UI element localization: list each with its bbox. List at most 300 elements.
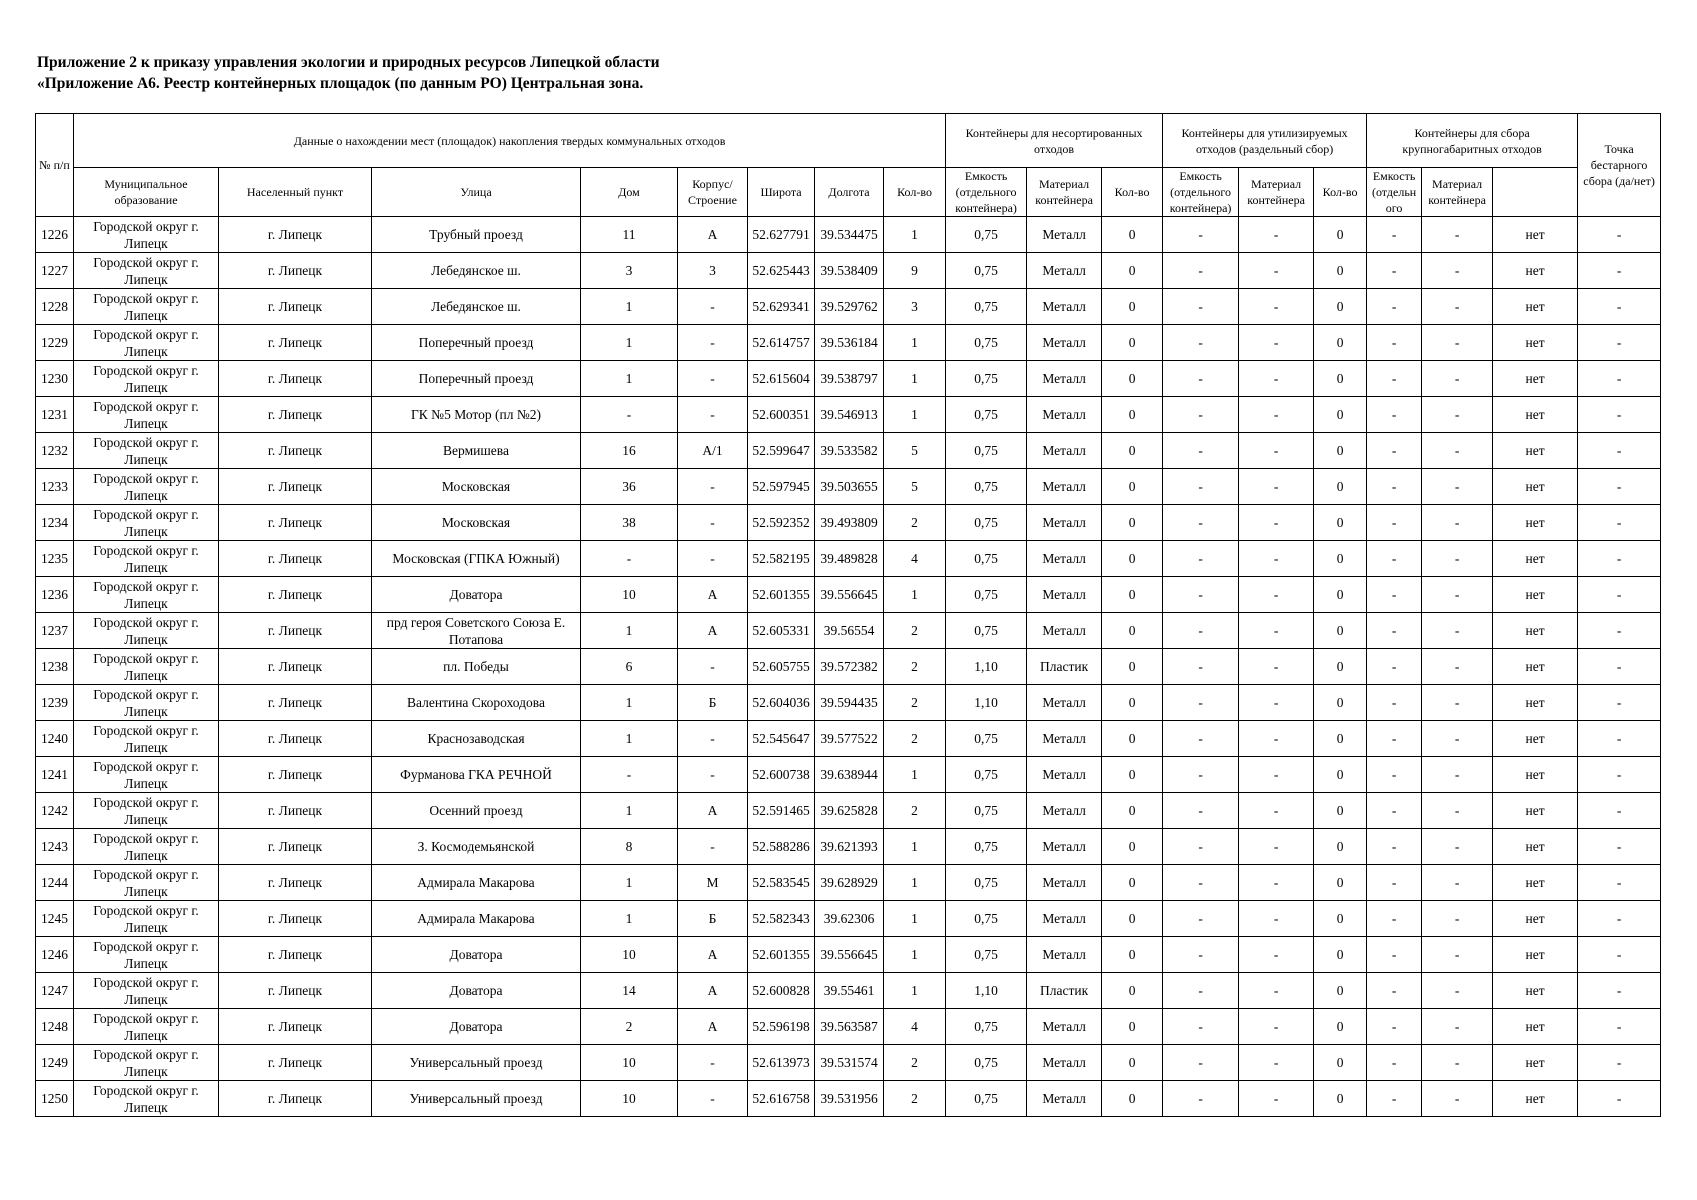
cell-lat: 52.545647 bbox=[748, 721, 815, 757]
cell-b-count: 0 bbox=[1314, 685, 1367, 721]
header-r-count: Кол-во bbox=[1102, 168, 1163, 217]
cell-num: 1233 bbox=[36, 469, 74, 505]
cell-bulk-point: нет bbox=[1493, 469, 1578, 505]
cell-u-capacity: 0,75 bbox=[946, 613, 1027, 649]
cell-bulk-point: нет bbox=[1493, 433, 1578, 469]
table-row bbox=[36, 1009, 1661, 1045]
cell-b-material: - bbox=[1422, 397, 1493, 433]
cell-b-count: 0 bbox=[1314, 325, 1367, 361]
cell-b-count: 0 bbox=[1314, 1009, 1367, 1045]
cell-r-count: 0 bbox=[1102, 901, 1163, 937]
cell-lat: 52.616758 bbox=[748, 1081, 815, 1117]
cell-street: Поперечный проезд bbox=[372, 361, 581, 397]
cell-house: 10 bbox=[581, 1045, 678, 1081]
cell-municipality: Городской округ г. Липецк bbox=[74, 973, 219, 1009]
cell-r-count: 0 bbox=[1102, 829, 1163, 865]
cell-lon: 39.556645 bbox=[815, 937, 884, 973]
cell-u-capacity: 0,75 bbox=[946, 937, 1027, 973]
cell-b-capacity: - bbox=[1367, 1045, 1422, 1081]
cell-note: - bbox=[1578, 757, 1661, 793]
cell-bulk-point: нет bbox=[1493, 757, 1578, 793]
cell-bulk-point: нет bbox=[1493, 865, 1578, 901]
cell-b-capacity: - bbox=[1367, 721, 1422, 757]
cell-house: 14 bbox=[581, 973, 678, 1009]
cell-lon: 39.621393 bbox=[815, 829, 884, 865]
cell-b-material: - bbox=[1422, 613, 1493, 649]
cell-bulk-point: нет bbox=[1493, 505, 1578, 541]
cell-house: 1 bbox=[581, 793, 678, 829]
cell-b-material: - bbox=[1422, 361, 1493, 397]
cell-u-capacity: 1,10 bbox=[946, 973, 1027, 1009]
cell-u-material: Металл bbox=[1027, 325, 1102, 361]
table-row bbox=[36, 649, 1661, 685]
cell-u-capacity: 0,75 bbox=[946, 289, 1027, 325]
cell-lat: 52.625443 bbox=[748, 253, 815, 289]
cell-lon: 39.531574 bbox=[815, 1045, 884, 1081]
cell-r-count: 0 bbox=[1102, 937, 1163, 973]
cell-lon: 39.533582 bbox=[815, 433, 884, 469]
cell-r-material: - bbox=[1239, 433, 1314, 469]
cell-r-capacity: - bbox=[1163, 217, 1239, 253]
cell-u-material: Пластик bbox=[1027, 973, 1102, 1009]
cell-r-count: 0 bbox=[1102, 1009, 1163, 1045]
cell-b-capacity: - bbox=[1367, 1009, 1422, 1045]
cell-u-capacity: 0,75 bbox=[946, 541, 1027, 577]
cell-municipality: Городской округ г. Липецк bbox=[74, 253, 219, 289]
container-sites-table bbox=[35, 113, 1661, 1117]
table-row bbox=[36, 1045, 1661, 1081]
cell-note: - bbox=[1578, 253, 1661, 289]
cell-r-material: - bbox=[1239, 901, 1314, 937]
cell-r-count: 0 bbox=[1102, 397, 1163, 433]
cell-b-count: 0 bbox=[1314, 433, 1367, 469]
cell-building: - bbox=[678, 649, 748, 685]
cell-lat: 52.605755 bbox=[748, 649, 815, 685]
cell-b-capacity: - bbox=[1367, 541, 1422, 577]
header-u-capacity: Емкость (отдельного контейнера) bbox=[946, 168, 1027, 217]
table-row bbox=[36, 973, 1661, 1009]
cell-u-capacity: 0,75 bbox=[946, 325, 1027, 361]
cell-house: 1 bbox=[581, 685, 678, 721]
cell-building: А bbox=[678, 937, 748, 973]
cell-street: Адмирала Макарова bbox=[372, 865, 581, 901]
cell-u-material: Металл bbox=[1027, 505, 1102, 541]
cell-b-material: - bbox=[1422, 217, 1493, 253]
cell-lat: 52.591465 bbox=[748, 793, 815, 829]
cell-settlement: г. Липецк bbox=[219, 433, 372, 469]
cell-lon: 39.536184 bbox=[815, 325, 884, 361]
cell-street: Валентина Скороходова bbox=[372, 685, 581, 721]
cell-b-material: - bbox=[1422, 469, 1493, 505]
cell-b-count: 0 bbox=[1314, 829, 1367, 865]
cell-building: А/1 bbox=[678, 433, 748, 469]
cell-building: М bbox=[678, 865, 748, 901]
cell-u-material: Металл bbox=[1027, 1045, 1102, 1081]
cell-bulk-point: нет bbox=[1493, 1009, 1578, 1045]
cell-municipality: Городской округ г. Липецк bbox=[74, 577, 219, 613]
cell-building: А bbox=[678, 1009, 748, 1045]
cell-r-material: - bbox=[1239, 361, 1314, 397]
cell-num: 1242 bbox=[36, 793, 74, 829]
cell-bulk-point: нет bbox=[1493, 1045, 1578, 1081]
cell-u-capacity: 0,75 bbox=[946, 901, 1027, 937]
table-row bbox=[36, 685, 1661, 721]
title-line-1: Приложение 2 к приказу управления экологии и природных ресурсов Липецкой области bbox=[37, 54, 660, 71]
cell-u-count: 2 bbox=[884, 721, 946, 757]
cell-b-capacity: - bbox=[1367, 505, 1422, 541]
cell-house: 2 bbox=[581, 1009, 678, 1045]
header-u-count: Кол-во bbox=[884, 168, 946, 217]
table-row bbox=[36, 433, 1661, 469]
cell-street: Поперечный проезд bbox=[372, 325, 581, 361]
document-title bbox=[37, 52, 660, 94]
cell-house: 3 bbox=[581, 253, 678, 289]
cell-r-material: - bbox=[1239, 217, 1314, 253]
cell-lon: 39.538409 bbox=[815, 253, 884, 289]
cell-num: 1235 bbox=[36, 541, 74, 577]
cell-municipality: Городской округ г. Липецк bbox=[74, 325, 219, 361]
cell-b-capacity: - bbox=[1367, 613, 1422, 649]
cell-r-capacity: - bbox=[1163, 253, 1239, 289]
cell-b-material: - bbox=[1422, 1009, 1493, 1045]
cell-b-count: 0 bbox=[1314, 1081, 1367, 1117]
cell-r-material: - bbox=[1239, 541, 1314, 577]
cell-b-count: 0 bbox=[1314, 397, 1367, 433]
cell-u-material: Металл bbox=[1027, 829, 1102, 865]
cell-note: - bbox=[1578, 829, 1661, 865]
cell-b-count: 0 bbox=[1314, 469, 1367, 505]
cell-r-material: - bbox=[1239, 1081, 1314, 1117]
cell-b-material: - bbox=[1422, 649, 1493, 685]
cell-b-capacity: - bbox=[1367, 901, 1422, 937]
cell-note: - bbox=[1578, 1009, 1661, 1045]
cell-r-capacity: - bbox=[1163, 1009, 1239, 1045]
cell-municipality: Городской округ г. Липецк bbox=[74, 721, 219, 757]
cell-lat: 52.629341 bbox=[748, 289, 815, 325]
cell-r-material: - bbox=[1239, 721, 1314, 757]
cell-lon: 39.503655 bbox=[815, 469, 884, 505]
cell-b-material: - bbox=[1422, 685, 1493, 721]
cell-u-capacity: 0,75 bbox=[946, 397, 1027, 433]
cell-num: 1243 bbox=[36, 829, 74, 865]
cell-lon: 39.572382 bbox=[815, 649, 884, 685]
cell-street: Московская (ГПКА Южный) bbox=[372, 541, 581, 577]
cell-r-material: - bbox=[1239, 325, 1314, 361]
cell-bulk-point: нет bbox=[1493, 613, 1578, 649]
cell-u-capacity: 0,75 bbox=[946, 1045, 1027, 1081]
cell-settlement: г. Липецк bbox=[219, 901, 372, 937]
cell-num: 1239 bbox=[36, 685, 74, 721]
cell-house: 1 bbox=[581, 325, 678, 361]
cell-u-count: 3 bbox=[884, 289, 946, 325]
cell-b-count: 0 bbox=[1314, 361, 1367, 397]
cell-num: 1237 bbox=[36, 613, 74, 649]
cell-lon: 39.625828 bbox=[815, 793, 884, 829]
cell-u-material: Металл bbox=[1027, 901, 1102, 937]
cell-lon: 39.55461 bbox=[815, 973, 884, 1009]
cell-b-count: 0 bbox=[1314, 757, 1367, 793]
cell-settlement: г. Липецк bbox=[219, 289, 372, 325]
cell-b-capacity: - bbox=[1367, 685, 1422, 721]
cell-house: 11 bbox=[581, 217, 678, 253]
header-house: Дом bbox=[581, 168, 678, 217]
cell-house: 10 bbox=[581, 1081, 678, 1117]
cell-r-material: - bbox=[1239, 613, 1314, 649]
cell-note: - bbox=[1578, 685, 1661, 721]
table-row bbox=[36, 757, 1661, 793]
cell-u-capacity: 0,75 bbox=[946, 721, 1027, 757]
cell-street: Трубный проезд bbox=[372, 217, 581, 253]
cell-building: - bbox=[678, 289, 748, 325]
cell-num: 1236 bbox=[36, 577, 74, 613]
cell-building: - bbox=[678, 505, 748, 541]
cell-u-capacity: 0,75 bbox=[946, 829, 1027, 865]
cell-b-material: - bbox=[1422, 253, 1493, 289]
cell-b-capacity: - bbox=[1367, 469, 1422, 505]
cell-u-material: Металл bbox=[1027, 289, 1102, 325]
cell-building: - bbox=[678, 397, 748, 433]
cell-municipality: Городской округ г. Липецк bbox=[74, 649, 219, 685]
cell-r-count: 0 bbox=[1102, 721, 1163, 757]
cell-b-capacity: - bbox=[1367, 829, 1422, 865]
table-row bbox=[36, 937, 1661, 973]
cell-r-capacity: - bbox=[1163, 325, 1239, 361]
cell-r-count: 0 bbox=[1102, 613, 1163, 649]
header-u-material: Материал контейнера bbox=[1027, 168, 1102, 217]
cell-num: 1240 bbox=[36, 721, 74, 757]
cell-lat: 52.613973 bbox=[748, 1045, 815, 1081]
cell-lon: 39.493809 bbox=[815, 505, 884, 541]
cell-bulk-point: нет bbox=[1493, 829, 1578, 865]
cell-r-material: - bbox=[1239, 1045, 1314, 1081]
header-street: Улица bbox=[372, 168, 581, 217]
cell-r-capacity: - bbox=[1163, 613, 1239, 649]
cell-u-material: Металл bbox=[1027, 613, 1102, 649]
cell-u-material: Металл bbox=[1027, 865, 1102, 901]
cell-municipality: Городской округ г. Липецк bbox=[74, 1045, 219, 1081]
cell-street: Московская bbox=[372, 469, 581, 505]
cell-u-material: Металл bbox=[1027, 541, 1102, 577]
cell-note: - bbox=[1578, 577, 1661, 613]
cell-municipality: Городской округ г. Липецк bbox=[74, 937, 219, 973]
cell-municipality: Городской округ г. Липецк bbox=[74, 613, 219, 649]
cell-settlement: г. Липецк bbox=[219, 685, 372, 721]
cell-num: 1228 bbox=[36, 289, 74, 325]
cell-u-count: 9 bbox=[884, 253, 946, 289]
cell-lat: 52.600738 bbox=[748, 757, 815, 793]
cell-b-material: - bbox=[1422, 505, 1493, 541]
cell-building: А bbox=[678, 973, 748, 1009]
cell-u-count: 2 bbox=[884, 505, 946, 541]
cell-u-material: Металл bbox=[1027, 361, 1102, 397]
cell-lon: 39.628929 bbox=[815, 865, 884, 901]
cell-building: А bbox=[678, 577, 748, 613]
cell-b-capacity: - bbox=[1367, 973, 1422, 1009]
cell-num: 1232 bbox=[36, 433, 74, 469]
cell-lon: 39.531956 bbox=[815, 1081, 884, 1117]
cell-r-capacity: - bbox=[1163, 721, 1239, 757]
table-row bbox=[36, 253, 1661, 289]
cell-b-material: - bbox=[1422, 937, 1493, 973]
cell-r-capacity: - bbox=[1163, 541, 1239, 577]
cell-settlement: г. Липецк bbox=[219, 829, 372, 865]
table-header bbox=[36, 114, 1661, 217]
cell-u-capacity: 0,75 bbox=[946, 469, 1027, 505]
cell-r-count: 0 bbox=[1102, 289, 1163, 325]
cell-bulk-point: нет bbox=[1493, 649, 1578, 685]
cell-lon: 39.538797 bbox=[815, 361, 884, 397]
cell-note: - bbox=[1578, 541, 1661, 577]
cell-lon: 39.489828 bbox=[815, 541, 884, 577]
cell-b-capacity: - bbox=[1367, 433, 1422, 469]
cell-lat: 52.627791 bbox=[748, 217, 815, 253]
cell-b-count: 0 bbox=[1314, 217, 1367, 253]
cell-num: 1248 bbox=[36, 1009, 74, 1045]
header-b-capacity: Емкость (отдельн ого bbox=[1367, 168, 1422, 217]
cell-u-material: Металл bbox=[1027, 937, 1102, 973]
cell-municipality: Городской округ г. Липецк bbox=[74, 361, 219, 397]
cell-u-count: 1 bbox=[884, 217, 946, 253]
cell-r-capacity: - bbox=[1163, 793, 1239, 829]
cell-house: 1 bbox=[581, 865, 678, 901]
cell-house: - bbox=[581, 757, 678, 793]
table-row bbox=[36, 901, 1661, 937]
cell-r-count: 0 bbox=[1102, 973, 1163, 1009]
table-row bbox=[36, 793, 1661, 829]
cell-u-count: 1 bbox=[884, 829, 946, 865]
cell-r-count: 0 bbox=[1102, 217, 1163, 253]
cell-building: - bbox=[678, 721, 748, 757]
cell-r-count: 0 bbox=[1102, 757, 1163, 793]
header-bulky-group: Контейнеры для сбора крупногабаритных отходов bbox=[1367, 114, 1578, 168]
cell-r-material: - bbox=[1239, 253, 1314, 289]
cell-municipality: Городской округ г. Липецк bbox=[74, 1009, 219, 1045]
cell-r-count: 0 bbox=[1102, 685, 1163, 721]
cell-u-count: 1 bbox=[884, 577, 946, 613]
cell-note: - bbox=[1578, 721, 1661, 757]
cell-lon: 39.529762 bbox=[815, 289, 884, 325]
cell-b-capacity: - bbox=[1367, 793, 1422, 829]
cell-r-capacity: - bbox=[1163, 577, 1239, 613]
cell-settlement: г. Липецк bbox=[219, 865, 372, 901]
header-lat: Широта bbox=[748, 168, 815, 217]
cell-u-material: Металл bbox=[1027, 721, 1102, 757]
cell-b-material: - bbox=[1422, 433, 1493, 469]
cell-settlement: г. Липецк bbox=[219, 649, 372, 685]
cell-building: - bbox=[678, 469, 748, 505]
cell-settlement: г. Липецк bbox=[219, 577, 372, 613]
cell-b-capacity: - bbox=[1367, 577, 1422, 613]
cell-street: Краснозаводская bbox=[372, 721, 581, 757]
cell-r-capacity: - bbox=[1163, 757, 1239, 793]
cell-r-count: 0 bbox=[1102, 865, 1163, 901]
cell-note: - bbox=[1578, 937, 1661, 973]
cell-lat: 52.588286 bbox=[748, 829, 815, 865]
cell-settlement: г. Липецк bbox=[219, 613, 372, 649]
header-building: Корпус/ Строение bbox=[678, 168, 748, 217]
cell-bulk-point: нет bbox=[1493, 793, 1578, 829]
cell-r-count: 0 bbox=[1102, 1081, 1163, 1117]
cell-u-capacity: 1,10 bbox=[946, 649, 1027, 685]
cell-u-capacity: 0,75 bbox=[946, 505, 1027, 541]
cell-street: Лебедянское ш. bbox=[372, 253, 581, 289]
cell-house: 16 bbox=[581, 433, 678, 469]
cell-u-capacity: 0,75 bbox=[946, 1081, 1027, 1117]
cell-u-count: 2 bbox=[884, 1081, 946, 1117]
cell-lat: 52.597945 bbox=[748, 469, 815, 505]
cell-municipality: Городской округ г. Липецк bbox=[74, 757, 219, 793]
cell-b-count: 0 bbox=[1314, 649, 1367, 685]
header-num: № п/п bbox=[36, 114, 74, 217]
cell-b-material: - bbox=[1422, 973, 1493, 1009]
cell-lat: 52.599647 bbox=[748, 433, 815, 469]
cell-u-capacity: 0,75 bbox=[946, 1009, 1027, 1045]
cell-r-material: - bbox=[1239, 1009, 1314, 1045]
cell-note: - bbox=[1578, 397, 1661, 433]
cell-num: 1247 bbox=[36, 973, 74, 1009]
cell-r-material: - bbox=[1239, 469, 1314, 505]
cell-u-material: Металл bbox=[1027, 1009, 1102, 1045]
cell-bulk-point: нет bbox=[1493, 361, 1578, 397]
cell-b-material: - bbox=[1422, 1045, 1493, 1081]
table-row bbox=[36, 577, 1661, 613]
cell-house: 8 bbox=[581, 829, 678, 865]
table-row bbox=[36, 721, 1661, 757]
cell-building: - bbox=[678, 541, 748, 577]
cell-b-count: 0 bbox=[1314, 541, 1367, 577]
cell-b-count: 0 bbox=[1314, 865, 1367, 901]
header-b-material: Материал контейнера bbox=[1422, 168, 1493, 217]
table-row bbox=[36, 541, 1661, 577]
cell-house: 38 bbox=[581, 505, 678, 541]
cell-r-capacity: - bbox=[1163, 937, 1239, 973]
cell-num: 1227 bbox=[36, 253, 74, 289]
cell-settlement: г. Липецк bbox=[219, 361, 372, 397]
cell-settlement: г. Липецк bbox=[219, 541, 372, 577]
cell-r-material: - bbox=[1239, 577, 1314, 613]
cell-b-count: 0 bbox=[1314, 721, 1367, 757]
cell-b-count: 0 bbox=[1314, 289, 1367, 325]
cell-note: - bbox=[1578, 973, 1661, 1009]
cell-lon: 39.638944 bbox=[815, 757, 884, 793]
cell-settlement: г. Липецк bbox=[219, 937, 372, 973]
cell-municipality: Городской округ г. Липецк bbox=[74, 901, 219, 937]
cell-b-count: 0 bbox=[1314, 793, 1367, 829]
cell-building: 3 bbox=[678, 253, 748, 289]
header-r-material: Материал контейнера bbox=[1239, 168, 1314, 217]
cell-r-capacity: - bbox=[1163, 505, 1239, 541]
cell-building: А bbox=[678, 793, 748, 829]
cell-bulk-point: нет bbox=[1493, 541, 1578, 577]
cell-note: - bbox=[1578, 613, 1661, 649]
cell-lat: 52.582343 bbox=[748, 901, 815, 937]
cell-settlement: г. Липецк bbox=[219, 397, 372, 433]
table-row bbox=[36, 397, 1661, 433]
cell-lat: 52.600351 bbox=[748, 397, 815, 433]
cell-lat: 52.615604 bbox=[748, 361, 815, 397]
cell-street: Доватора bbox=[372, 577, 581, 613]
cell-r-count: 0 bbox=[1102, 541, 1163, 577]
cell-bulk-point: нет bbox=[1493, 217, 1578, 253]
cell-note: - bbox=[1578, 505, 1661, 541]
cell-house: 36 bbox=[581, 469, 678, 505]
cell-bulk-point: нет bbox=[1493, 901, 1578, 937]
cell-r-material: - bbox=[1239, 973, 1314, 1009]
cell-u-capacity: 0,75 bbox=[946, 433, 1027, 469]
cell-r-capacity: - bbox=[1163, 901, 1239, 937]
cell-b-capacity: - bbox=[1367, 649, 1422, 685]
table-row bbox=[36, 865, 1661, 901]
